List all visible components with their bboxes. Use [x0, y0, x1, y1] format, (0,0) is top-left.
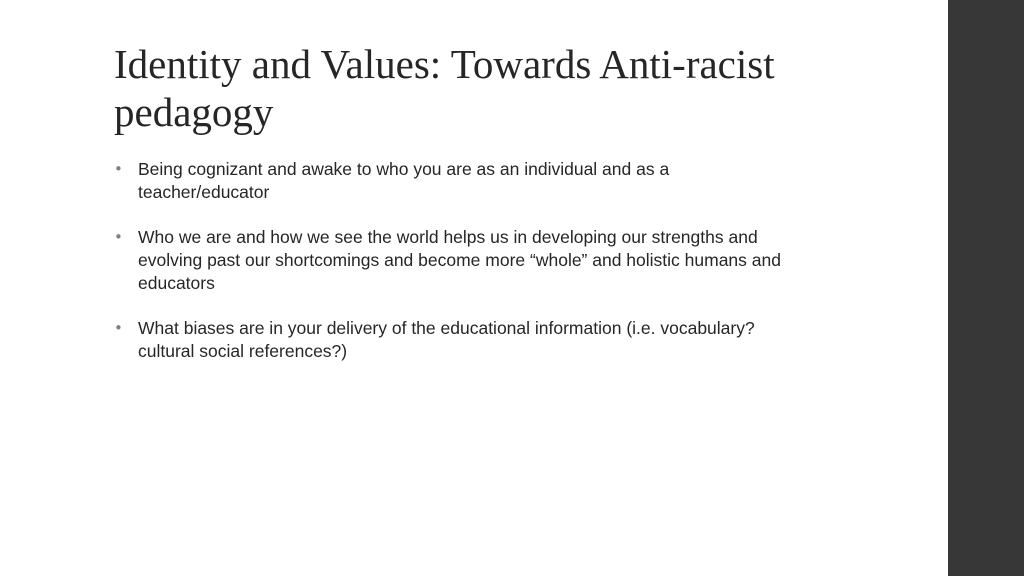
right-sidebar-bar: [948, 0, 1024, 576]
bullet-dot-icon: •: [114, 319, 123, 337]
bullet-dot-icon: •: [114, 228, 123, 246]
bullet-text: Who we are and how we see the world helps us in developing our strengths and evolving past our shortcomings and become more “whole” and holistic humans and educators: [138, 227, 781, 293]
bullet-item: [114, 317, 804, 363]
slide-title: Identity and Values: Towards Anti-racist pedagogy: [114, 41, 775, 135]
bullet-dot-icon: •: [114, 160, 123, 178]
bullet-item: [114, 226, 804, 295]
bullet-text: What biases are in your delivery of the educational information (i.e. vocabulary? cultural social references?): [138, 318, 755, 361]
bullet-list: [114, 158, 804, 385]
bullet-text: Being cognizant and awake to who you are as an individual and as a teacher/educator: [138, 159, 670, 202]
bullet-item: [114, 158, 804, 204]
